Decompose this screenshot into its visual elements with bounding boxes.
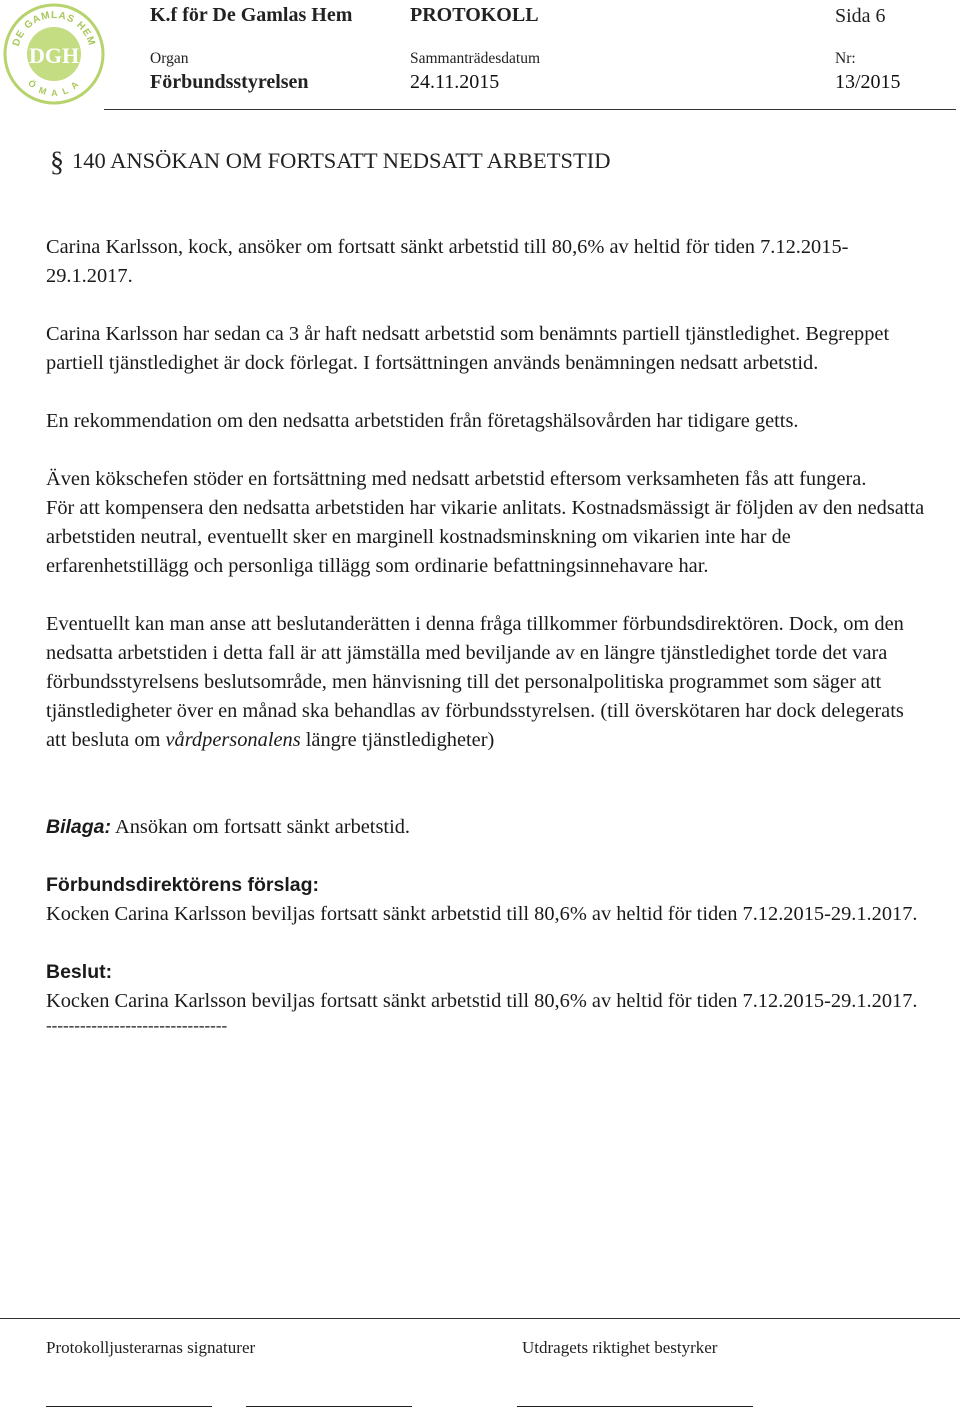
header-rule — [104, 109, 956, 110]
paragraph-authority — [46, 610, 926, 755]
logo-text-bottom: Ö M A L A — [26, 77, 82, 99]
paragraph-application: Carina Karlsson, kock, ansöker om fortsatt sänkt arbetstid till 80,6% av heltid för tiden 7.12.2015-29.1.2017. — [46, 236, 849, 287]
document-body — [46, 233, 926, 1036]
paragraph-recommendation: En rekommendation om den nedsatta arbetstiden från företagshälsovården har tidigare getts. — [46, 410, 799, 432]
attachment-line — [46, 813, 926, 842]
signatures-label: Protokolljusterarnas signaturer — [46, 1338, 256, 1357]
paragraph-cost: För att kompensera den nedsatta arbetstiden har vikarie anlitats. Kostnadsmässigt är följden av den nedsatta arbetstiden neutral, eventuellt sker en marginell kostnadsminskning om vikarien inte har de erfarenhetstillägg och personliga tillägg som ordinarie befattningsinnehavare har. — [46, 497, 925, 577]
proposal-text: Kocken Carina Karlsson beviljas fortsatt sänkt arbetstid till 80,6% av heltid för tiden 7.12.2015-29.1.2017. — [46, 903, 918, 925]
nr-value: 13/2015 — [835, 71, 901, 93]
decision-label: Beslut: — [46, 961, 113, 983]
organ-value: Förbundsstyrelsen — [150, 71, 309, 93]
footer-rule — [0, 1318, 960, 1319]
doc-type: PROTOKOLL — [410, 4, 539, 26]
org-name: K.f för De Gamlas Hem — [150, 4, 353, 26]
logo-text-top: DE GAMLAS HEM — [10, 9, 98, 48]
signature-line-2 — [246, 1406, 412, 1407]
certification-line — [517, 1406, 753, 1407]
decision-text: Kocken Carina Karlsson beviljas fortsatt sänkt arbetstid till 80,6% av heltid för tiden 7.12.2015-29.1.2017. — [46, 990, 918, 1012]
organization-logo — [2, 2, 106, 106]
organ-label: Organ — [150, 50, 189, 67]
signature-line-1 — [46, 1406, 212, 1407]
section-title: 140 ANSÖKAN OM FORTSATT NEDSATT ARBETSTID — [72, 148, 611, 173]
authority-text: Eventuellt kan man anse att beslutanderätten i denna fråga tillkommer förbundsdirektören. Dock, om den nedsatta arbetstiden i detta fall är att jämställa med beviljande av en längre tjänstledighet torde det vara förbundsstyrelsens beslutsområde, men hänvisning till det personalpolitiska programmet som säger att tjänstledigheter över en månad ska behandlas av förbundsstyrelsen. (till överskötaren har dock delegerats att besluta om — [46, 613, 904, 751]
attachment-label: Bilaga: — [46, 816, 112, 838]
attachment-text: Ansökan om fortsatt sänkt arbetstid. — [111, 816, 411, 838]
dash-separator: -------------------------------- — [46, 1016, 228, 1035]
logo-monogram: DGH — [28, 43, 80, 68]
date-value: 24.11.2015 — [410, 71, 500, 93]
authority-text-end: längre tjänstledigheter) — [300, 729, 495, 751]
page-number: Sida 6 — [835, 5, 886, 27]
certification-label: Utdragets riktighet bestyrker — [522, 1338, 718, 1357]
nr-label: Nr: — [835, 50, 856, 67]
paragraph-background: Carina Karlsson har sedan ca 3 år haft nedsatt arbetstid som benämnts partiell tjänstledighet. Begreppet partiell tjänstledighet är dock förlegat. I fortsättningen används benämningen nedsatt arbetstid. — [46, 323, 890, 374]
section-symbol: § — [50, 147, 64, 178]
paragraph-kitchen-chef: Även kökschefen stöder en fortsättning med nedsatt arbetstid eftersom verksamheten fås att fungera. — [46, 468, 867, 490]
authority-italic-term: vårdpersonalens — [165, 729, 301, 751]
section-heading — [50, 144, 611, 176]
date-label: Sammanträdesdatum — [410, 50, 540, 67]
proposal-label: Förbundsdirektörens förslag: — [46, 874, 320, 896]
